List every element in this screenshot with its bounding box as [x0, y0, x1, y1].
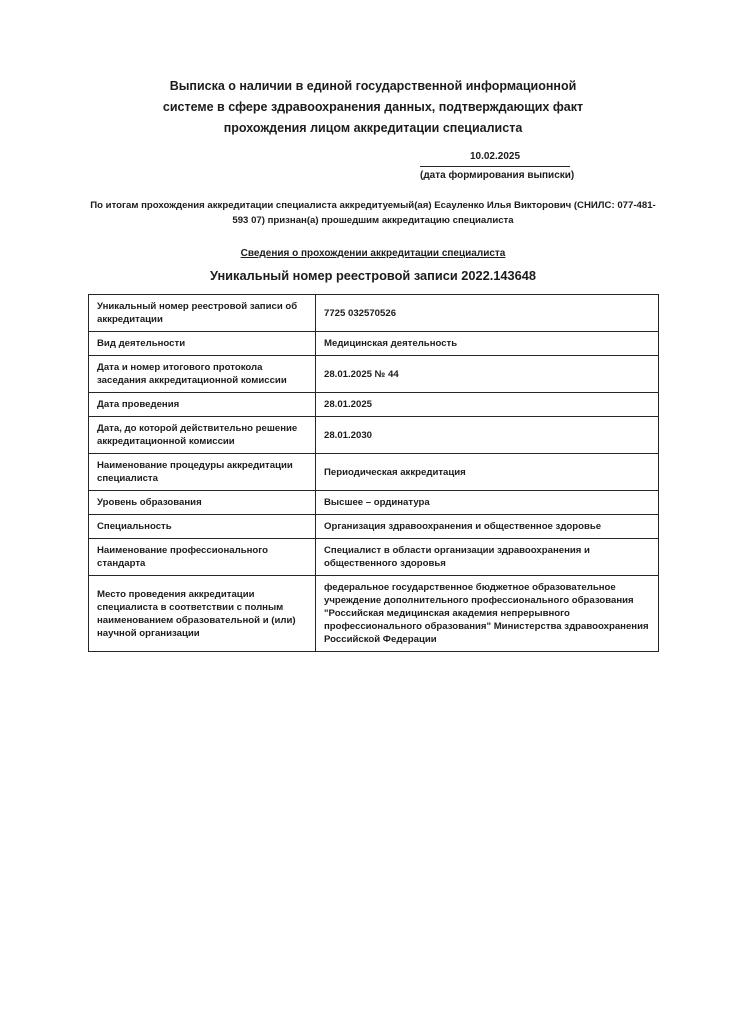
table-row [89, 539, 659, 576]
formation-date-value: 10.02.2025 [420, 150, 570, 167]
field-label-cell: Дата и номер итогового протокола заседания аккредитационной комиссии [89, 356, 316, 393]
field-label-cell: Уровень образования [89, 491, 316, 515]
title-line: системе в сфере здравоохранения данных, подтверждающих факт [162, 100, 584, 114]
accreditation-table [88, 294, 659, 652]
table-row [89, 576, 659, 652]
table-row [89, 393, 659, 417]
field-value-cell: 28.01.2025 [316, 393, 659, 417]
field-value-cell: Высшее – ординатура [316, 491, 659, 515]
field-label-cell: Наименование процедуры аккредитации специалиста [89, 454, 316, 491]
table-row [89, 454, 659, 491]
table-row [89, 356, 659, 393]
formation-date-caption: (дата формирования выписки) [420, 170, 575, 181]
table-row [89, 417, 659, 454]
field-label-cell: Наименование профессионального стандарта [89, 539, 316, 576]
intro-line: 593 07) признан(а) прошедшим аккредитацию специалиста [232, 215, 514, 226]
title-line: Выписка о наличии в единой государственной информационной [169, 79, 577, 93]
section-heading: Сведения о прохождении аккредитации специалиста [240, 248, 506, 259]
field-label-cell: Уникальный номер реестровой записи об аккредитации [89, 295, 316, 332]
field-value-cell: Организация здравоохранения и общественное здоровье [316, 515, 659, 539]
field-value-cell: 28.01.2030 [316, 417, 659, 454]
table-row [89, 295, 659, 332]
table-row [89, 515, 659, 539]
registry-number-heading: Уникальный номер реестровой записи 2022.143648 [209, 268, 536, 283]
document-title [88, 76, 658, 139]
intro-paragraph [88, 198, 658, 228]
field-label-cell: Дата проведения [89, 393, 316, 417]
field-value-cell: Периодическая аккредитация [316, 454, 659, 491]
field-value-cell: Медицинская деятельность [316, 332, 659, 356]
field-value-cell: 28.01.2025 № 44 [316, 356, 659, 393]
title-line: прохождения лицом аккредитации специалиста [223, 121, 523, 135]
field-label-cell: Место проведения аккредитации специалиста в соответствии с полным наименованием образовательной и (или) научной организации [89, 576, 316, 652]
intro-line: По итогам прохождения аккредитации специалиста аккредитуемый(ая) Есауленко Илья Викторович (СНИЛС: 077-481- [90, 200, 656, 211]
field-value-cell: федеральное государственное бюджетное образовательное учреждение дополнительного профессионального образования "Российская медицинская академия непрерывного профессионального образования" Министерства здравоохранения Российской Федерации [316, 576, 659, 652]
table-row [89, 491, 659, 515]
field-label-cell: Вид деятельности [89, 332, 316, 356]
field-label-cell: Специальность [89, 515, 316, 539]
field-value-cell: 7725 032570526 [316, 295, 659, 332]
field-label-cell: Дата, до которой действительно решение аккредитационной комиссии [89, 417, 316, 454]
table-row [89, 332, 659, 356]
formation-date-block [420, 150, 575, 183]
field-value-cell: Специалист в области организации здравоохранения и общественного здоровья [316, 539, 659, 576]
